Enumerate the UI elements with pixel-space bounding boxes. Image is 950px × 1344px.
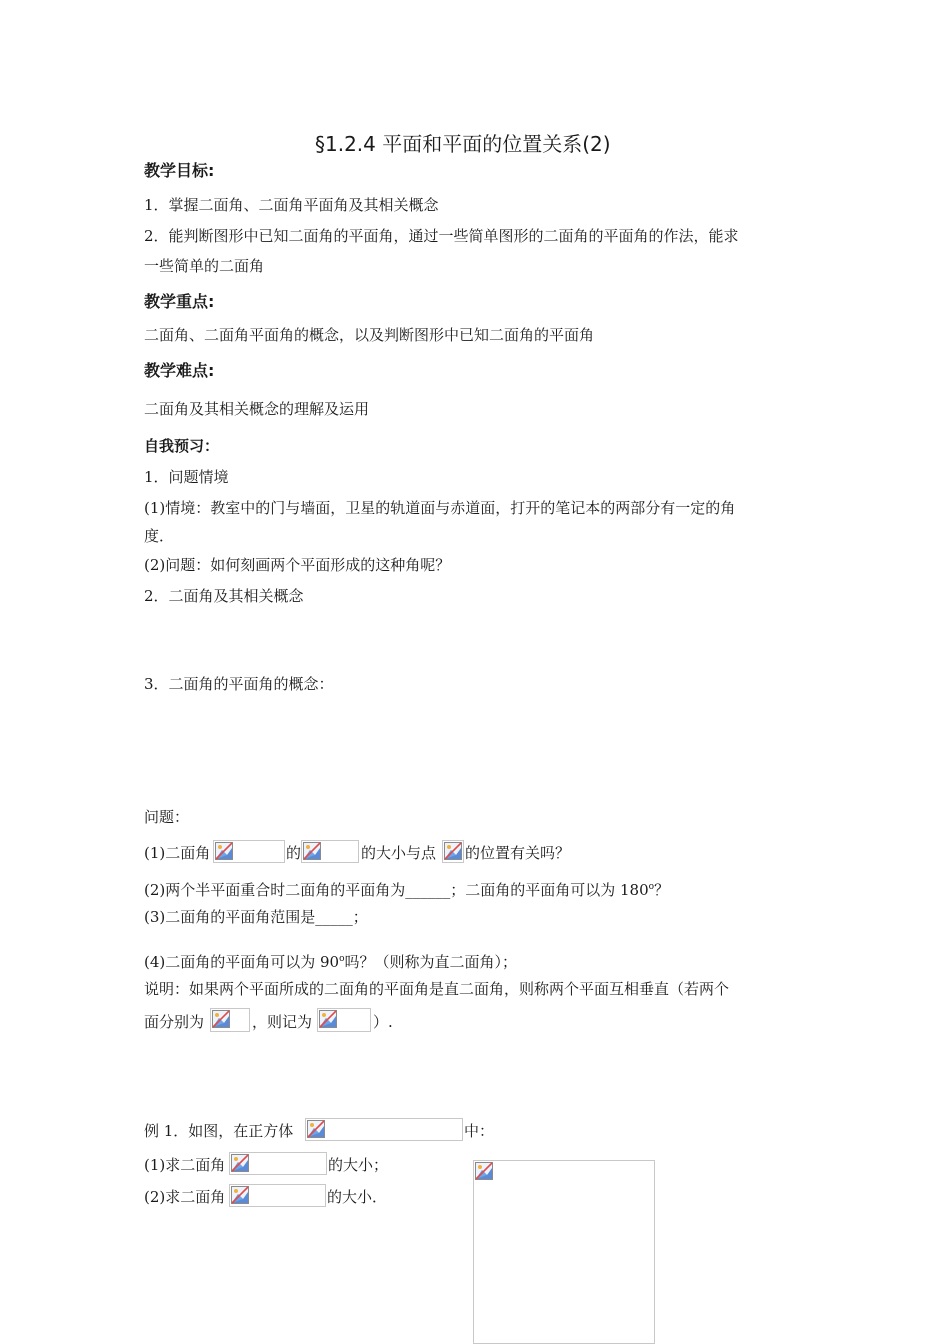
question-1-text-d: 的位置有关吗？ xyxy=(465,844,571,862)
formula-image xyxy=(229,1184,326,1207)
question-1-text-a: (1)二面角 xyxy=(144,844,211,862)
example-part-1-b: 的大小； xyxy=(328,1156,389,1174)
question-1-text-c: 的大小与点 xyxy=(361,844,437,862)
objective-item: 1．掌握二面角、二面角平面角及其相关概念 xyxy=(144,196,439,214)
formula-image xyxy=(213,840,285,863)
preview-line: 2．二面角及其相关概念 xyxy=(144,587,304,605)
example-intro-b: 中： xyxy=(464,1122,495,1140)
question-3: (3)二面角的平面角范围是_____； xyxy=(144,908,368,926)
example-part-2-a: (2)求二面角 xyxy=(144,1188,226,1206)
example-part-2-b: 的大小． xyxy=(327,1188,388,1206)
note-text-a: 面分别为 xyxy=(144,1013,205,1031)
key-points-heading: 教学重点: xyxy=(144,292,215,311)
objective-item: 一些简单的二面角 xyxy=(144,257,265,275)
broken-image-icon xyxy=(231,1186,249,1204)
broken-image-icon xyxy=(212,1010,230,1028)
page-title: §1.2.4 平面和平面的位置关系(2) xyxy=(315,132,611,156)
broken-image-icon xyxy=(307,1120,325,1138)
example-intro-a: 例 1．如图，在正方体 xyxy=(144,1122,294,1140)
note-text-c: ）. xyxy=(373,1013,393,1031)
broken-image-icon xyxy=(215,842,233,860)
difficulties-heading: 教学难点: xyxy=(144,361,215,380)
broken-image-icon xyxy=(475,1162,493,1180)
note-line: 说明：如果两个平面所成的二面角的平面角是直二面角，则称两个平面互相垂直（若两个 xyxy=(144,980,730,998)
formula-image xyxy=(229,1152,327,1175)
preview-line: (2)问题：如何刻画两个平面形成的这种角呢？ xyxy=(144,556,451,574)
objective-item: 2．能判断图形中已知二面角的平面角，通过一些简单图形的二面角的平面角的作法，能求 xyxy=(144,227,739,245)
difficulties-text: 二面角及其相关概念的理解及运用 xyxy=(144,400,370,418)
preview-line: (1)情境：教室中的门与墙面，卫星的轨道面与赤道面，打开的笔记本的两部分有一定的角 xyxy=(144,499,736,517)
formula-image xyxy=(301,840,359,863)
question-1-text-b: 的 xyxy=(286,844,302,862)
cube-figure-image xyxy=(473,1160,655,1344)
formula-image xyxy=(317,1008,371,1032)
broken-image-icon xyxy=(444,842,462,860)
questions-heading: 问题： xyxy=(144,808,190,826)
broken-image-icon xyxy=(231,1154,249,1172)
broken-image-icon xyxy=(303,842,321,860)
preview-heading: 自我预习： xyxy=(144,437,220,455)
question-2: (2)两个半平面重合时二面角的平面角为______；二面角的平面角可以为 180$^o$？ xyxy=(144,881,670,899)
objectives-heading: 教学目标: xyxy=(144,161,215,180)
formula-image xyxy=(210,1008,250,1032)
question-4: (4)二面角的平面角可以为 90$^o$吗？（则称为直二面角）； xyxy=(144,953,518,971)
preview-line: 度． xyxy=(144,527,175,545)
formula-image xyxy=(305,1118,463,1141)
preview-line: 1．问题情境 xyxy=(144,468,229,486)
note-text-b: ，则记为 xyxy=(252,1013,313,1031)
formula-image xyxy=(442,840,464,863)
example-part-1-a: (1)求二面角 xyxy=(144,1156,226,1174)
key-points-text: 二面角、二面角平面角的概念，以及判断图形中已知二面角的平面角 xyxy=(144,326,595,344)
broken-image-icon xyxy=(319,1010,337,1028)
preview-line: 3．二面角的平面角的概念： xyxy=(144,675,334,693)
